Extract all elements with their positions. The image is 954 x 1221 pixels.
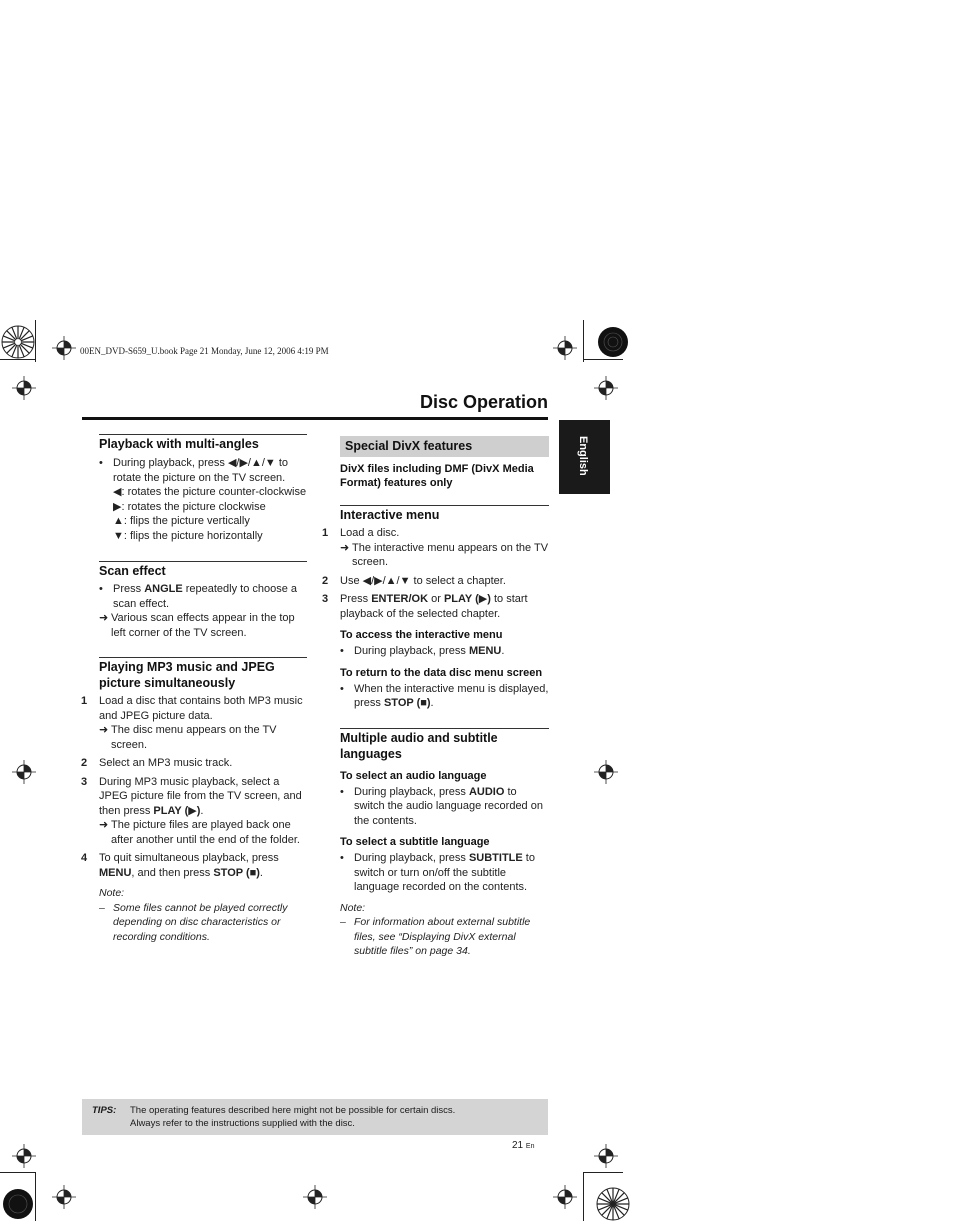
subsection-heading: To select a subtitle language	[340, 836, 490, 848]
tips-box	[82, 1099, 548, 1135]
crosshair-icon	[553, 1185, 577, 1209]
crosshair-icon	[12, 376, 36, 400]
left-column	[81, 434, 307, 944]
steps-list	[322, 526, 549, 621]
arrow-icon: ➜	[99, 724, 109, 736]
language-tab-label: English	[577, 436, 589, 476]
crosshair-icon	[52, 1185, 76, 1209]
instruction-text: Press ANGLE repeatedly to choose a scan effect.	[113, 583, 298, 610]
section-heading: Playing MP3 music and JPEG picture simultaneously	[99, 660, 275, 690]
steps-list	[81, 694, 307, 880]
list-item: • When the interactive menu is displayed, press STOP (■).	[340, 682, 549, 709]
result-text: Various scan effects appear in the top left corner of the TV screen.	[111, 612, 295, 639]
section-heading: Multiple audio and subtitle languages	[340, 730, 498, 761]
step-number: 4	[81, 852, 88, 864]
step-number: 2	[81, 757, 88, 769]
bullet-marker: •	[340, 785, 344, 798]
right-column	[322, 436, 549, 959]
list-item: 2 Use ◀/▶/▲/▼ to select a chapter.	[322, 574, 506, 587]
registration-star-icon	[596, 1187, 630, 1221]
section-mp3-jpeg	[81, 657, 307, 944]
result-item: ➜ The disc menu appears on the TV screen.	[99, 724, 277, 751]
arrow-icon: ➜	[340, 541, 350, 554]
bullet-marker: •	[99, 583, 103, 595]
list-item: ▶: rotates the picture clockwise	[113, 500, 266, 513]
language-tab	[559, 420, 610, 494]
list-item: 1 Load a disc.	[322, 527, 400, 539]
section-multi-angles	[99, 434, 307, 543]
crosshair-icon	[553, 336, 577, 360]
divx-subheading: DivX files including DMF (DivX Media Format) features only	[340, 463, 534, 489]
crosshair-icon	[12, 1144, 36, 1168]
list-item: • During playback, press AUDIO to switch the audio language recorded on the contents.	[340, 785, 543, 827]
crosshair-icon	[594, 1144, 618, 1168]
arrow-icon: ➜	[99, 819, 109, 831]
section-multi-language	[340, 728, 549, 959]
title-rule	[82, 417, 548, 420]
step-number: 3	[322, 593, 329, 605]
note-item: – Some files cannot be played correctly depending on disc characteristics or recording conditions.	[99, 901, 288, 943]
crosshair-icon	[303, 1185, 327, 1209]
section-scan-effect	[99, 561, 307, 640]
subsection-heading: To return to the data disc menu screen	[340, 666, 543, 679]
page-number: 21 En	[512, 1140, 535, 1151]
bullet-marker: •	[340, 682, 344, 695]
list-item: 4 To quit simultaneous playback, press MENU, and then press STOP (■).	[81, 852, 279, 879]
section-heading: Playback with multi-angles	[99, 437, 259, 451]
list-item: ▲: flips the picture vertically	[113, 515, 250, 527]
step-number: 2	[322, 574, 329, 587]
tips-text: The operating features described here might not be possible for certain discs. Always refer to the instructions supplied with the disc.	[130, 1105, 456, 1129]
dash-marker: –	[99, 901, 105, 914]
registration-star-icon	[1, 325, 35, 359]
bullet-marker: •	[99, 457, 103, 469]
registration-circle-icon	[1, 1187, 35, 1221]
list-item: ◀: rotates the picture counter-clockwise	[113, 486, 307, 498]
bullet-marker: •	[340, 852, 344, 864]
print-header-info: 00EN_DVD-S659_U.book Page 21 Monday, June 12, 2006 4:19 PM	[80, 346, 329, 356]
subsection-heading: To select an audio language	[340, 769, 487, 782]
list-item: 3 Press ENTER/OK or PLAY (▶) to start playback of the selected chapter.	[322, 593, 528, 620]
list-item	[99, 456, 307, 485]
subsection-heading: To access the interactive menu	[340, 629, 503, 641]
result-item: ➜ The picture files are played back one after another until the end of the folder.	[99, 819, 300, 846]
list-item: ▼: flips the picture horizontally	[113, 529, 263, 542]
note-item: – For information about external subtitle files, see “Displaying DivX external subtitle files” on page 34.	[340, 916, 531, 957]
step-number: 3	[81, 775, 88, 788]
arrow-icon: ➜	[99, 612, 109, 624]
list-item: 3 During MP3 music playback, select a JPEG picture file from the TV screen, and then press PLAY (▶).	[81, 775, 302, 817]
step-number: 1	[322, 527, 329, 539]
section-heading: Scan effect	[99, 564, 166, 578]
tips-label: TIPS:	[92, 1105, 117, 1116]
crosshair-icon	[594, 376, 618, 400]
list-item: • During playback, press MENU.	[340, 645, 505, 657]
crosshair-icon	[12, 760, 36, 784]
result-item	[99, 611, 307, 640]
section-interactive-menu	[322, 505, 549, 711]
list-item: 2 Select an MP3 music track.	[81, 757, 233, 769]
note-label: Note:	[99, 887, 125, 899]
bullet-marker: •	[340, 645, 344, 657]
note-label: Note:	[340, 901, 366, 914]
crosshair-icon	[52, 336, 76, 360]
dash-marker: –	[340, 916, 346, 928]
instruction-text: During playback, press ◀/▶/▲/▼ to rotate the picture on the TV screen.	[113, 457, 289, 484]
page-title: Disc Operation	[419, 392, 548, 412]
divx-section-band: Special DivX features	[340, 436, 549, 457]
crosshair-icon	[594, 760, 618, 784]
result-item: ➜ The interactive menu appears on the TV screen.	[340, 541, 549, 568]
section-heading: Interactive menu	[340, 508, 440, 522]
list-item: • During playback, press SUBTITLE to switch or turn on/off the subtitle language recorded on the contents.	[340, 852, 535, 893]
step-number: 1	[81, 695, 88, 707]
registration-circle-icon	[596, 325, 630, 359]
list-item: 1 Load a disc that contains both MP3 music and JPEG picture data.	[81, 695, 303, 722]
list-item	[99, 582, 307, 611]
